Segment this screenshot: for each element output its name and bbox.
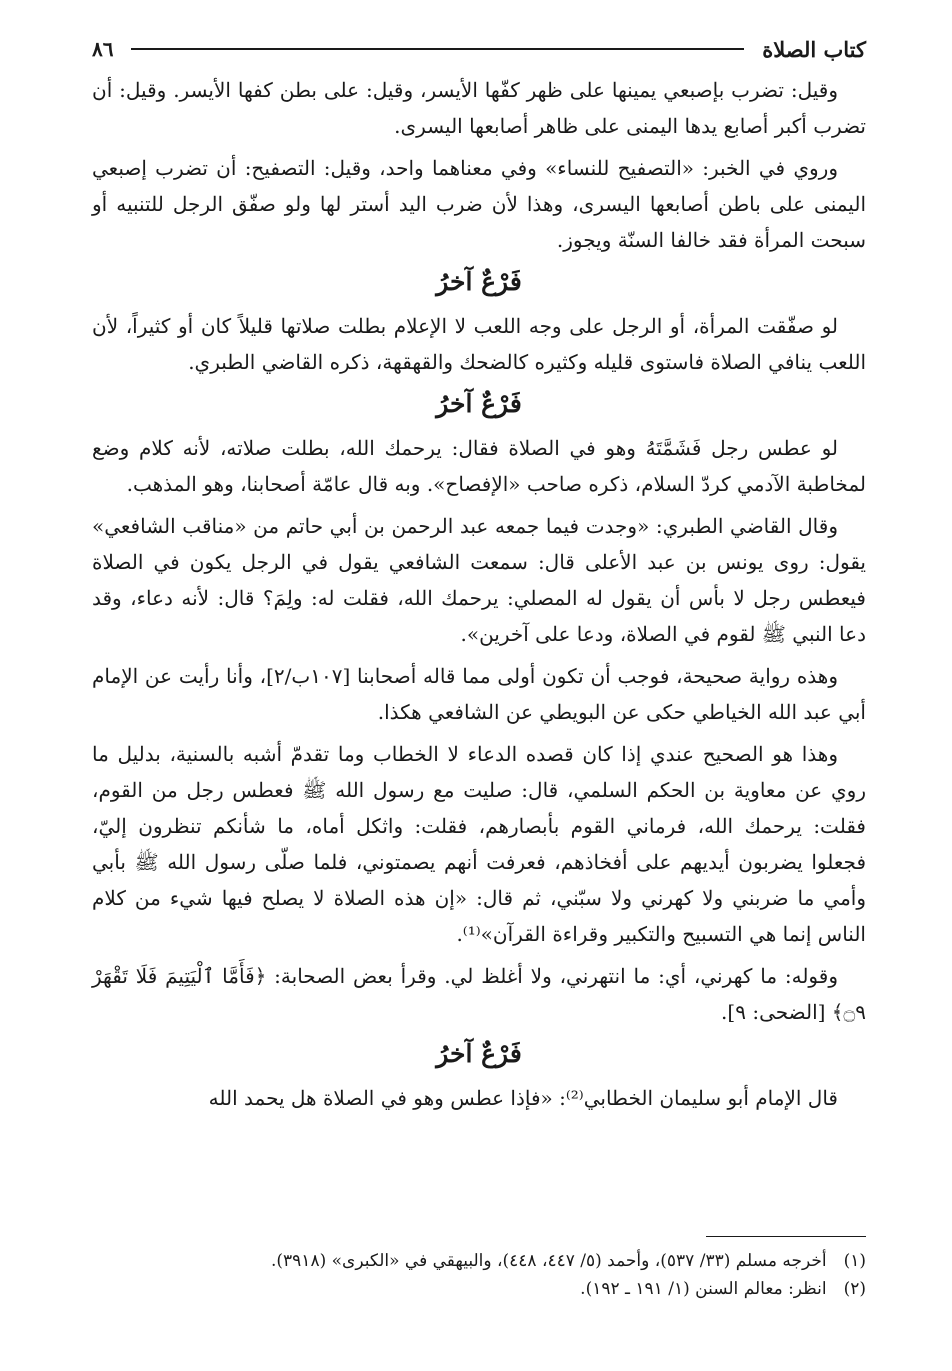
footnotes	[92, 1236, 866, 1303]
page-header	[92, 34, 866, 64]
book-title: كتاب الصلاة	[762, 36, 866, 62]
section-heading: فَرْعٌ آخرُ	[436, 1039, 522, 1068]
page-number: ٨٦	[92, 37, 114, 61]
paragraph: وهذه رواية صحيحة، فوجب أن تكون أولى مما قاله أصحابنا [١٠٧ب/٢]، وأنا رأيت عن الإمام أبي عبد الله الخياطي حكى عن البويطي عن الشافعي هكذا.	[92, 664, 866, 724]
footnote	[92, 1275, 866, 1303]
footnote	[92, 1247, 866, 1275]
footnote-text: انظر: معالم السنن (١/ ١٩١ ـ ١٩٢).	[580, 1279, 827, 1299]
paragraph: وقال القاضي الطبري: «وجدت فيما جمعه عبد الرحمن بن أبي حاتم من «مناقب الشافعي» يقول: روى يونس بن عبد الأعلى قال: سمعت الشافعي يقول في الرجل يكون في الصلاة فيعطس رجل لا بأس أن يقول له المصلي: يرحمك الله، فقلت له: ولِمَ؟ قال: لأنه دعاء، وقد دعا النبي ﷺ لقوم في الصلاة، ودعا على آخرين».	[92, 514, 866, 646]
page-body	[92, 72, 866, 1116]
paragraph: لو عطس رجل فَشَمَّتَهُ وهو في الصلاة فقال: يرحمك الله، بطلت صلاته، لأنه كلام وضع لمخاطبة الآدمي كردّ السلام، ذكره صاحب «الإفصاح». وبه قال عامّة أصحابنا، وهو المذهب.	[92, 436, 866, 496]
section-heading: فَرْعٌ آخرُ	[436, 389, 522, 418]
section-heading: فَرْعٌ آخرُ	[436, 267, 522, 296]
paragraph: قال الإمام أبو سليمان الخطابي⁽²⁾: «فإذا عطس وهو في الصلاة هل يحمد الله	[208, 1086, 838, 1110]
header-rule	[131, 48, 744, 50]
paragraph: وهذا هو الصحيح عندي إذا كان قصده الدعاء لا الخطاب وما تقدمّ أشبه بالسنية، بدليل ما روي عن معاوية بن الحكم السلمي، قال: صليت مع رسول الله ﷺ فعطس رجل من القوم، فقلت: يرحمك الله، فرماني القوم بأبصارهم، فقلت: واثكل أماه، ما شأنكم تنظرون إليّ، فجعلوا يضربون أيديهم على أفخاذهم، فعرفت أنهم يصمتوني، فلما صلّى رسول الله ﷺ بأبي وأمي ما ضربني ولا كهرني ولا سبّني، ثم قال: «إن هذه الصلاة لا يصلح فيها شيء من كلام الناس إنما هي التسبيح والتكبير وقراءة القرآن»⁽¹⁾.	[92, 742, 867, 946]
paragraph: وقوله: ما كهرني، أي: ما انتهرني، ولا أغلظ لي. وقرأ بعض الصحابة: ﴿فَأَمَّا ٱلْيَتِيمَ فَلَا تَقْهَرْ ۝٩﴾ [الضحى: ٩].	[92, 964, 866, 1024]
footnote-separator	[706, 1236, 866, 1237]
paragraph: وروي في الخبر: «التصفيح للنساء» وفي معناهما واحد، وقيل: التصفيح: أن تضرب إصبعي اليمنى على باطن أصابعها اليسرى، وهذا لأن ضرب اليد أستر لها ولو صفّق الرجل للتنبيه أو سبحت المرأة فقد خالفا السنّة ويجوز.	[92, 156, 866, 252]
footnote-number: (٢)	[843, 1279, 866, 1299]
footnote-number: (١)	[843, 1251, 866, 1271]
footnote-text: أخرجه مسلم (٣٣/ ٥٣٧)، وأحمد (٥/ ٤٤٧، ٤٤٨)، والبيهقي في «الكبرى» (٣٩١٨).	[271, 1251, 827, 1271]
paragraph: لو صفّقت المرأة، أو الرجل على وجه اللعب لا الإعلام بطلت صلاتها قليلاً كان أو كثيراً، لأن اللعب ينافي الصلاة فاستوى قليله وكثيره كالضحك والقهقهة، ذكره القاضي الطبري.	[92, 314, 866, 374]
paragraph: وقيل: تضرب بإصبعي يمينها على ظهر كفّها الأيسر، وقيل: على بطن كفها الأيسر. وقيل: أن تضرب أكبر أصابع يدها اليمنى على ظاهر أصابعها اليسرى.	[92, 78, 866, 138]
